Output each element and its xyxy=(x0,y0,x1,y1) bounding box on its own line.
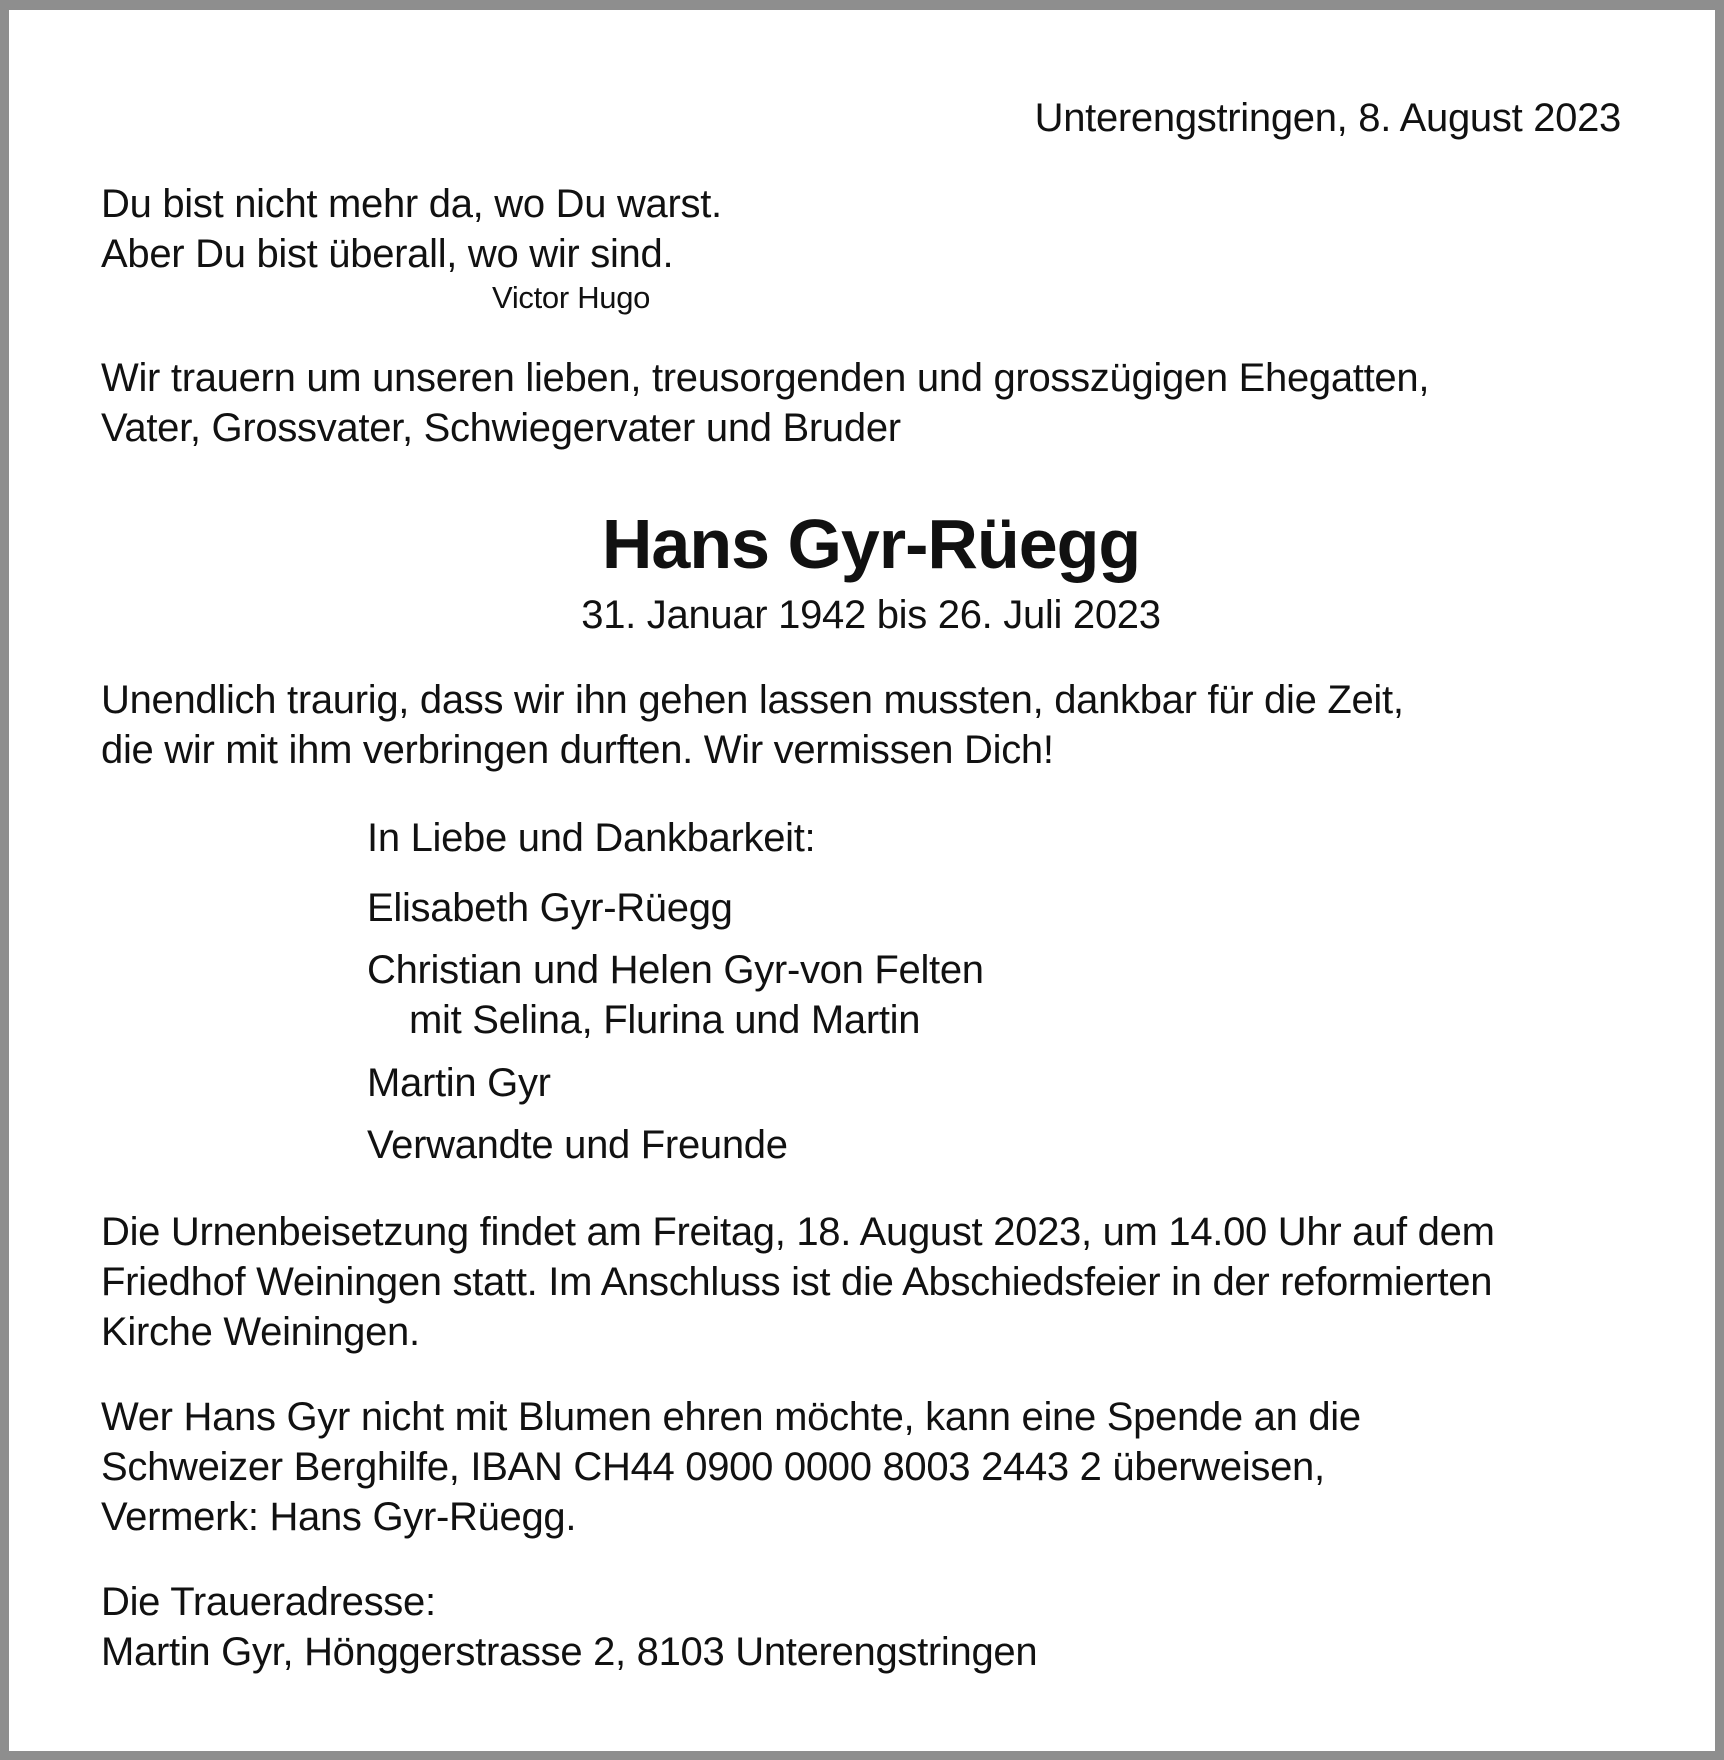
intro-line-2: Vater, Grossvater, Schwiegervater und Bruder xyxy=(101,406,901,450)
mourners-heading: In Liebe und Dankbarkeit: xyxy=(367,816,816,860)
intro-line-1: Wir trauern um unseren lieben, treusorgenden und grosszügigen Ehegatten, xyxy=(101,356,1430,400)
mourner-entry-sub: mit Selina, Flurina und Martin xyxy=(409,998,921,1042)
donation-line-2: Schweizer Berghilfe, IBAN CH44 0900 0000 8003 2443 2 überweisen, xyxy=(101,1445,1325,1489)
deceased-name: Hans Gyr-Rüegg xyxy=(601,505,1141,583)
life-dates: 31. Januar 1942 bis 26. Juli 2023 xyxy=(581,593,1161,637)
mourner-entry: Christian und Helen Gyr-von Felten xyxy=(367,948,984,992)
burial-line-3: Kirche Weiningen. xyxy=(101,1310,420,1354)
farewell-line-1: Unendlich traurig, dass wir ihn gehen lassen mussten, dankbar für die Zeit, xyxy=(101,678,1404,722)
donation-line-3: Vermerk: Hans Gyr-Rüegg. xyxy=(101,1495,577,1539)
quote-line-2: Aber Du bist überall, wo wir sind. xyxy=(101,232,674,276)
mourner-entry: Martin Gyr xyxy=(367,1061,551,1105)
quote-line-1: Du bist nicht mehr da, wo Du warst. xyxy=(101,182,722,226)
place-date: Unterengstringen, 8. August 2023 xyxy=(1034,96,1621,140)
farewell-line-2: die wir mit ihm verbringen durften. Wir vermissen Dich! xyxy=(101,728,1054,772)
address-value: Martin Gyr, Hönggerstrasse 2, 8103 Unterengstringen xyxy=(101,1630,1038,1674)
mourner-entry: Elisabeth Gyr-Rüegg xyxy=(367,886,733,930)
quote-author: Victor Hugo xyxy=(492,280,651,315)
burial-line-1: Die Urnenbeisetzung findet am Freitag, 18. August 2023, um 14.00 Uhr auf dem xyxy=(101,1210,1495,1254)
donation-line-1: Wer Hans Gyr nicht mit Blumen ehren möchte, kann eine Spende an die xyxy=(101,1395,1361,1439)
burial-line-2: Friedhof Weiningen statt. Im Anschluss ist die Abschiedsfeier in der reformierten xyxy=(101,1260,1493,1304)
address-label: Die Traueradresse: xyxy=(101,1580,436,1624)
mourner-entry: Verwandte und Freunde xyxy=(367,1123,788,1167)
